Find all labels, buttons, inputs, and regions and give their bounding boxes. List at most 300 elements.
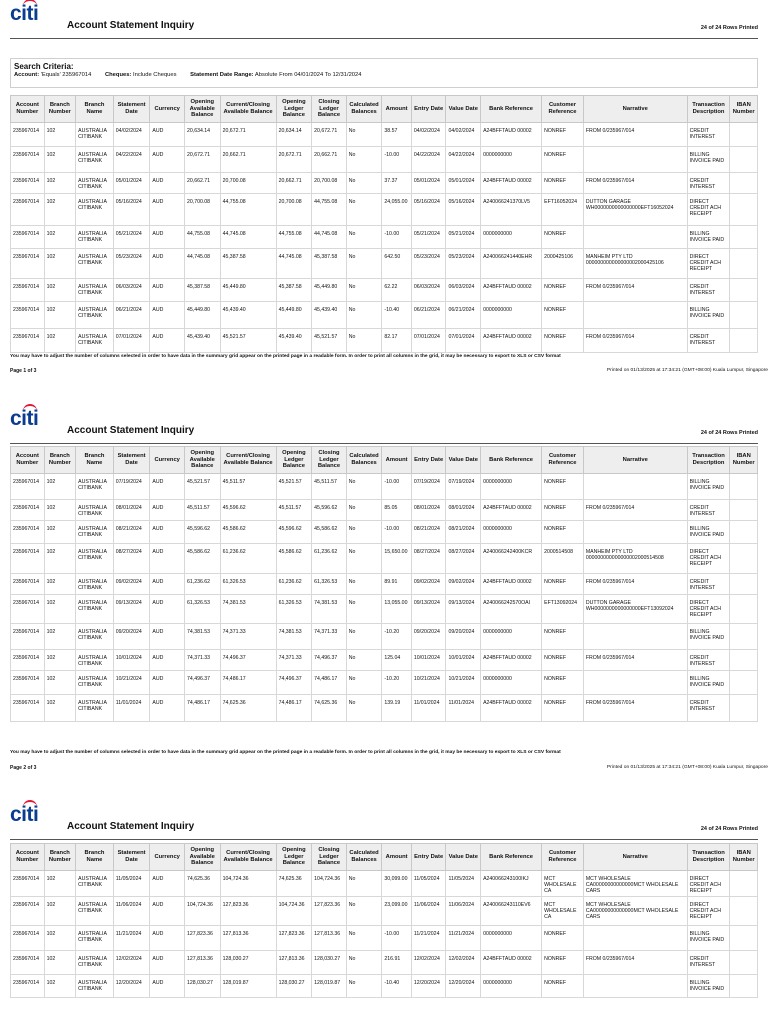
cell-account-number: 235967014 — [11, 226, 45, 249]
cell-closing-ledger-balance: 45,387.58 — [312, 249, 347, 279]
date-range-label: Statement Date Range: — [190, 72, 254, 78]
cell-closing-available-balance: 45,439.40 — [220, 302, 276, 329]
cell-opening-available-balance: 45,586.62 — [184, 544, 220, 574]
cell-customer-reference: 2000514508 — [542, 544, 584, 574]
cell-closing-available-balance: 104,724.36 — [220, 871, 276, 897]
cell-iban-number — [730, 147, 758, 173]
cell-calculated-balances: No — [346, 951, 382, 975]
cell-customer-reference: EFT16052024 — [542, 194, 584, 226]
cell-iban-number — [730, 521, 758, 544]
cell-closing-available-balance: 44,745.08 — [220, 226, 276, 249]
cell-closing-ledger-balance: 20,662.71 — [312, 147, 347, 173]
page-label: Page 2 of 3 — [10, 765, 37, 771]
cell-closing-available-balance: 45,586.62 — [220, 521, 276, 544]
cell-customer-reference: MCT WHOLESALE CA — [542, 897, 584, 926]
cell-entry-date: 05/21/2024 — [411, 226, 446, 249]
cell-account-number: 235967014 — [11, 147, 45, 173]
cell-closing-ledger-balance: 44,755.08 — [312, 194, 347, 226]
cell-transaction-description: BILLING INVOICE PAID — [687, 975, 730, 998]
cell-transaction-description: CREDIT INTEREST — [687, 951, 730, 975]
cell-narrative: FROM 0/235967/014 — [583, 574, 687, 595]
cell-branch-number: 102 — [44, 671, 76, 695]
rows-printed: 24 of 24 Rows Printed — [700, 25, 758, 31]
cell-closing-available-balance: 45,387.58 — [220, 249, 276, 279]
cell-branch-number: 102 — [44, 544, 76, 574]
citi-logo: citi — [10, 407, 38, 431]
grid-header-row — [11, 96, 758, 123]
cell-amount: 139.19 — [382, 695, 412, 722]
report-page-3 — [0, 801, 768, 1024]
column-header-opening-available-balance[interactable]: Opening Available Balance — [184, 447, 220, 474]
column-header-bank-reference[interactable]: Bank Reference — [481, 844, 542, 871]
column-header-statement-date[interactable]: Statement Date — [113, 96, 150, 123]
column-header-amount[interactable]: Amount — [382, 96, 412, 123]
column-header-calculated-balances[interactable]: Calculated Balances — [346, 447, 382, 474]
cell-entry-date: 08/27/2024 — [411, 544, 446, 574]
cell-value-date: 06/03/2024 — [446, 279, 481, 302]
cell-branch-name: AUSTRALIA CITIBANK — [76, 695, 114, 722]
table-row — [11, 173, 758, 194]
cell-transaction-description: BILLING INVOICE PAID — [687, 147, 730, 173]
cell-branch-number: 102 — [44, 329, 76, 353]
cell-branch-number: 102 — [44, 279, 76, 302]
cell-opening-available-balance: 45,387.58 — [184, 279, 220, 302]
cell-narrative — [583, 975, 687, 998]
cell-branch-name: AUSTRALIA CITIBANK — [76, 650, 114, 671]
cell-statement-date: 10/21/2024 — [113, 671, 150, 695]
column-header-iban-number[interactable]: IBAN Number — [730, 844, 758, 871]
search-criteria-box — [10, 58, 758, 88]
cell-amount: -10.20 — [382, 624, 412, 650]
cell-customer-reference: MCT WHOLESALE CA — [542, 871, 584, 897]
printed-on: Printed on 01/13/2025 at 17:34:21 (GMT+08:00) Kuala Lumpur, Singapore — [606, 368, 768, 373]
cell-narrative: DUTTON GARAGE WH0000000000000000EFT13092024 — [583, 595, 687, 624]
cell-branch-name: AUSTRALIA CITIBANK — [76, 871, 114, 897]
cell-statement-date: 12/20/2024 — [113, 975, 150, 998]
cell-calculated-balances: No — [346, 249, 382, 279]
cell-value-date: 05/16/2024 — [446, 194, 481, 226]
cell-value-date: 05/23/2024 — [446, 249, 481, 279]
cell-iban-number — [730, 173, 758, 194]
cell-transaction-description: DIRECT CREDIT ACH RECEIPT — [687, 595, 730, 624]
cell-opening-available-balance: 128,030.27 — [184, 975, 220, 998]
table-row — [11, 329, 758, 353]
export-note: You may have to adjust the number of columns selected in order to have data in the summary grid appear on the printed page in a readable form. In order to print all columns in the grid, it may be necessary to export to XLS or CSV format — [10, 354, 561, 359]
cell-value-date: 11/05/2024 — [446, 871, 481, 897]
cell-opening-ledger-balance: 20,672.71 — [276, 147, 312, 173]
column-header-statement-date[interactable]: Statement Date — [113, 844, 150, 871]
cell-calculated-balances: No — [346, 329, 382, 353]
cell-branch-number: 102 — [44, 194, 76, 226]
cell-branch-number: 102 — [44, 249, 76, 279]
cell-transaction-description: DIRECT CREDIT ACH RECEIPT — [687, 194, 730, 226]
cell-opening-available-balance: 74,625.36 — [184, 871, 220, 897]
cell-narrative — [583, 302, 687, 329]
cell-account-number: 235967014 — [11, 671, 45, 695]
column-header-currency[interactable]: Currency — [150, 447, 185, 474]
cell-opening-ledger-balance: 74,381.53 — [276, 624, 312, 650]
cell-account-number: 235967014 — [11, 650, 45, 671]
cell-customer-reference: NONREF — [542, 279, 584, 302]
cell-branch-name: AUSTRALIA CITIBANK — [76, 474, 114, 500]
cell-statement-date: 07/01/2024 — [113, 329, 150, 353]
cell-amount: -10.00 — [382, 926, 412, 951]
cell-currency: AUD — [150, 329, 185, 353]
cell-closing-ledger-balance: 128,019.87 — [312, 975, 347, 998]
column-header-opening-available-balance[interactable]: Opening Available Balance — [184, 96, 220, 123]
cell-transaction-description: DIRECT CREDIT ACH RECEIPT — [687, 871, 730, 897]
cell-statement-date: 06/21/2024 — [113, 302, 150, 329]
cell-opening-available-balance: 61,236.62 — [184, 574, 220, 595]
cell-opening-available-balance: 45,449.80 — [184, 302, 220, 329]
cell-amount: 125.04 — [382, 650, 412, 671]
cell-branch-number: 102 — [44, 951, 76, 975]
cell-bank-reference: A24BFFTAUD 00002 — [481, 500, 542, 521]
column-header-calculated-balances[interactable]: Calculated Balances — [346, 96, 382, 123]
cell-branch-name: AUSTRALIA CITIBANK — [76, 624, 114, 650]
cell-branch-number: 102 — [44, 624, 76, 650]
cell-narrative: FROM 0/235967/014 — [583, 279, 687, 302]
cell-amount: 89.91 — [382, 574, 412, 595]
cell-currency: AUD — [150, 926, 185, 951]
column-header-account-number[interactable]: Account Number — [11, 447, 45, 474]
table-row — [11, 595, 758, 624]
citi-logo: citi — [10, 803, 38, 827]
cell-statement-date: 11/21/2024 — [113, 926, 150, 951]
cell-bank-reference: 0000000000 — [481, 226, 542, 249]
column-header-closing-available-balance[interactable]: Current/Closing Available Balance — [220, 96, 276, 123]
cell-customer-reference: NONREF — [542, 671, 584, 695]
cell-branch-name: AUSTRALIA CITIBANK — [76, 279, 114, 302]
statement-grid-page-3 — [10, 843, 758, 998]
column-header-branch-number[interactable]: Branch Number — [44, 447, 76, 474]
cell-iban-number — [730, 975, 758, 998]
cell-customer-reference: NONREF — [542, 500, 584, 521]
cell-amount: 13,055.00 — [382, 595, 412, 624]
cell-bank-reference: 0000000000 — [481, 302, 542, 329]
column-header-narrative[interactable]: Narrative — [583, 447, 687, 474]
cell-branch-number: 102 — [44, 147, 76, 173]
column-header-closing-ledger-balance[interactable]: Closing Ledger Balance — [312, 96, 347, 123]
cell-statement-date: 04/22/2024 — [113, 147, 150, 173]
cell-narrative: FROM 0/235967/014 — [583, 500, 687, 521]
cell-closing-available-balance: 61,236.62 — [220, 544, 276, 574]
cell-statement-date: 12/02/2024 — [113, 951, 150, 975]
cell-narrative: FROM 0/235967/014 — [583, 173, 687, 194]
column-header-entry-date[interactable]: Entry Date — [411, 447, 446, 474]
cell-entry-date: 05/01/2024 — [411, 173, 446, 194]
cell-opening-available-balance: 45,521.57 — [184, 474, 220, 500]
cell-account-number: 235967014 — [11, 926, 45, 951]
cell-entry-date: 06/21/2024 — [411, 302, 446, 329]
cell-customer-reference: NONREF — [542, 173, 584, 194]
cell-branch-number: 102 — [44, 173, 76, 194]
column-header-branch-number[interactable]: Branch Number — [44, 96, 76, 123]
cell-closing-available-balance: 127,823.36 — [220, 897, 276, 926]
cell-currency: AUD — [150, 147, 185, 173]
cell-calculated-balances: No — [346, 173, 382, 194]
column-header-transaction-description[interactable]: Transaction Description — [687, 844, 730, 871]
cell-opening-ledger-balance: 45,521.57 — [276, 474, 312, 500]
column-header-narrative[interactable]: Narrative — [583, 96, 687, 123]
column-header-branch-number[interactable]: Branch Number — [44, 844, 76, 871]
cell-bank-reference: A240066242400KCR — [481, 544, 542, 574]
column-header-entry-date[interactable]: Entry Date — [411, 96, 446, 123]
report-page-1 — [0, 0, 768, 385]
cell-branch-name: AUSTRALIA CITIBANK — [76, 302, 114, 329]
cell-calculated-balances: No — [346, 544, 382, 574]
cell-amount: -10.00 — [382, 474, 412, 500]
cell-statement-date: 08/01/2024 — [113, 500, 150, 521]
column-header-entry-date[interactable]: Entry Date — [411, 844, 446, 871]
table-row — [11, 695, 758, 722]
cell-statement-date: 08/27/2024 — [113, 544, 150, 574]
cell-closing-available-balance: 20,672.71 — [220, 123, 276, 147]
cell-closing-available-balance: 45,596.62 — [220, 500, 276, 521]
column-header-account-number[interactable]: Account Number — [11, 844, 45, 871]
printed-on: Printed on 01/13/2025 at 17:34:21 (GMT+08:00) Kuala Lumpur, Singapore — [606, 765, 768, 770]
cell-bank-reference: 0000000000 — [481, 147, 542, 173]
cell-narrative — [583, 926, 687, 951]
cell-entry-date: 04/22/2024 — [411, 147, 446, 173]
cell-narrative: DUTTON GARAGE WH0000000000000000EFT16052024 — [583, 194, 687, 226]
cell-currency: AUD — [150, 595, 185, 624]
cell-entry-date: 08/21/2024 — [411, 521, 446, 544]
cell-account-number: 235967014 — [11, 695, 45, 722]
cell-closing-ledger-balance: 127,813.36 — [312, 926, 347, 951]
cell-statement-date: 07/19/2024 — [113, 474, 150, 500]
cell-opening-ledger-balance: 20,634.14 — [276, 123, 312, 147]
column-header-bank-reference[interactable]: Bank Reference — [481, 447, 542, 474]
cell-customer-reference: 2000425106 — [542, 249, 584, 279]
cell-closing-ledger-balance: 45,511.57 — [312, 474, 347, 500]
cell-opening-available-balance: 44,755.08 — [184, 226, 220, 249]
cell-value-date: 08/01/2024 — [446, 500, 481, 521]
column-header-opening-available-balance[interactable]: Opening Available Balance — [184, 844, 220, 871]
cell-entry-date: 11/05/2024 — [411, 871, 446, 897]
column-header-closing-ledger-balance[interactable]: Closing Ledger Balance — [312, 447, 347, 474]
column-header-customer-reference[interactable]: Customer Reference — [542, 844, 584, 871]
cell-branch-number: 102 — [44, 500, 76, 521]
report-title: Account Statement Inquiry — [67, 821, 195, 832]
column-header-currency[interactable]: Currency — [150, 844, 185, 871]
cell-currency: AUD — [150, 226, 185, 249]
cell-iban-number — [730, 871, 758, 897]
cell-branch-name: AUSTRALIA CITIBANK — [76, 671, 114, 695]
column-header-value-date[interactable]: Value Date — [446, 96, 481, 123]
cell-customer-reference: NONREF — [542, 624, 584, 650]
table-row — [11, 147, 758, 173]
column-header-transaction-description[interactable]: Transaction Description — [687, 96, 730, 123]
date-range-value: Absolute From 04/01/2024 To 12/31/2024 — [254, 72, 362, 78]
cell-iban-number — [730, 897, 758, 926]
column-header-account-number[interactable]: Account Number — [11, 96, 45, 123]
cell-amount: -10.40 — [382, 975, 412, 998]
cell-branch-name: AUSTRALIA CITIBANK — [76, 574, 114, 595]
cell-bank-reference: A24BFFTAUD 00002 — [481, 123, 542, 147]
cell-value-date: 09/13/2024 — [446, 595, 481, 624]
cell-statement-date: 05/01/2024 — [113, 173, 150, 194]
cell-iban-number — [730, 695, 758, 722]
cell-currency: AUD — [150, 975, 185, 998]
cell-iban-number — [730, 574, 758, 595]
cell-calculated-balances: No — [346, 871, 382, 897]
cell-entry-date: 07/19/2024 — [411, 474, 446, 500]
column-header-closing-ledger-balance[interactable]: Closing Ledger Balance — [312, 844, 347, 871]
cell-closing-ledger-balance: 74,371.33 — [312, 624, 347, 650]
cell-entry-date: 04/02/2024 — [411, 123, 446, 147]
column-header-transaction-description[interactable]: Transaction Description — [687, 447, 730, 474]
cell-opening-ledger-balance: 61,236.62 — [276, 574, 312, 595]
column-header-iban-number[interactable]: IBAN Number — [730, 447, 758, 474]
column-header-value-date[interactable]: Value Date — [446, 844, 481, 871]
column-header-opening-ledger-balance[interactable]: Opening Ledger Balance — [276, 96, 312, 123]
cell-closing-available-balance: 74,486.17 — [220, 671, 276, 695]
cell-calculated-balances: No — [346, 123, 382, 147]
table-row — [11, 302, 758, 329]
cell-opening-available-balance: 74,371.33 — [184, 650, 220, 671]
cell-bank-reference: A24BFFTAUD 00002 — [481, 650, 542, 671]
cell-account-number: 235967014 — [11, 123, 45, 147]
cell-branch-number: 102 — [44, 595, 76, 624]
cell-narrative: FROM 0/235967/014 — [583, 650, 687, 671]
column-header-currency[interactable]: Currency — [150, 96, 185, 123]
column-header-narrative[interactable]: Narrative — [583, 844, 687, 871]
cell-narrative — [583, 226, 687, 249]
cell-currency: AUD — [150, 897, 185, 926]
cell-value-date: 09/20/2024 — [446, 624, 481, 650]
cell-bank-reference: 0000000000 — [481, 624, 542, 650]
cell-narrative: MCT WHOLESALE CA00000000000000MCT WHOLESALE CARS — [583, 897, 687, 926]
column-header-amount[interactable]: Amount — [382, 447, 412, 474]
cell-closing-available-balance: 45,449.80 — [220, 279, 276, 302]
cell-bank-reference: A24BFFTAUD 00002 — [481, 279, 542, 302]
table-row — [11, 650, 758, 671]
cell-statement-date: 10/01/2024 — [113, 650, 150, 671]
column-header-closing-available-balance[interactable]: Current/Closing Available Balance — [220, 844, 276, 871]
cell-branch-name: AUSTRALIA CITIBANK — [76, 926, 114, 951]
cell-currency: AUD — [150, 521, 185, 544]
cell-currency: AUD — [150, 574, 185, 595]
cell-statement-date: 08/21/2024 — [113, 521, 150, 544]
cell-entry-date: 07/01/2024 — [411, 329, 446, 353]
cell-calculated-balances: No — [346, 897, 382, 926]
table-row — [11, 521, 758, 544]
rows-printed: 24 of 24 Rows Printed — [700, 430, 758, 436]
cell-opening-available-balance: 20,634.14 — [184, 123, 220, 147]
cell-closing-available-balance: 20,700.08 — [220, 173, 276, 194]
cell-amount: -10.00 — [382, 521, 412, 544]
column-header-amount[interactable]: Amount — [382, 844, 412, 871]
cell-entry-date: 05/23/2024 — [411, 249, 446, 279]
cell-closing-ledger-balance: 20,672.71 — [312, 123, 347, 147]
cell-narrative — [583, 147, 687, 173]
column-header-statement-date[interactable]: Statement Date — [113, 447, 150, 474]
cell-iban-number — [730, 279, 758, 302]
cell-branch-name: AUSTRALIA CITIBANK — [76, 194, 114, 226]
cell-transaction-description: DIRECT CREDIT ACH RECEIPT — [687, 897, 730, 926]
column-header-value-date[interactable]: Value Date — [446, 447, 481, 474]
cell-branch-name: AUSTRALIA CITIBANK — [76, 521, 114, 544]
cell-opening-ledger-balance: 127,823.36 — [276, 926, 312, 951]
cell-iban-number — [730, 926, 758, 951]
cell-opening-ledger-balance: 20,662.71 — [276, 173, 312, 194]
cell-branch-number: 102 — [44, 302, 76, 329]
cell-transaction-description: DIRECT CREDIT ACH RECEIPT — [687, 544, 730, 574]
cell-currency: AUD — [150, 249, 185, 279]
cell-value-date: 11/21/2024 — [446, 926, 481, 951]
cell-bank-reference: 0000000000 — [481, 671, 542, 695]
cell-currency: AUD — [150, 500, 185, 521]
cell-transaction-description: BILLING INVOICE PAID — [687, 302, 730, 329]
cell-closing-ledger-balance: 44,745.08 — [312, 226, 347, 249]
cell-entry-date: 10/01/2024 — [411, 650, 446, 671]
cell-iban-number — [730, 302, 758, 329]
cell-narrative: FROM 0/235967/014 — [583, 329, 687, 353]
column-header-customer-reference[interactable]: Customer Reference — [542, 96, 584, 123]
cell-opening-ledger-balance: 74,625.36 — [276, 871, 312, 897]
cell-transaction-description: BILLING INVOICE PAID — [687, 521, 730, 544]
cell-value-date: 06/21/2024 — [446, 302, 481, 329]
cell-iban-number — [730, 249, 758, 279]
column-header-calculated-balances[interactable]: Calculated Balances — [346, 844, 382, 871]
cell-opening-available-balance: 74,496.37 — [184, 671, 220, 695]
cell-transaction-description: BILLING INVOICE PAID — [687, 226, 730, 249]
cell-amount: -10.00 — [382, 226, 412, 249]
cell-closing-ledger-balance: 45,596.62 — [312, 500, 347, 521]
cell-statement-date: 09/13/2024 — [113, 595, 150, 624]
cell-opening-ledger-balance: 127,813.36 — [276, 951, 312, 975]
column-header-opening-ledger-balance[interactable]: Opening Ledger Balance — [276, 447, 312, 474]
column-header-closing-available-balance[interactable]: Current/Closing Available Balance — [220, 447, 276, 474]
column-header-bank-reference[interactable]: Bank Reference — [481, 96, 542, 123]
column-header-branch-name[interactable]: Branch Name — [76, 844, 114, 871]
column-header-branch-name[interactable]: Branch Name — [76, 96, 114, 123]
column-header-branch-name[interactable]: Branch Name — [76, 447, 114, 474]
column-header-customer-reference[interactable]: Customer Reference — [542, 447, 584, 474]
cell-bank-reference: A24BFFTAUD 00002 — [481, 951, 542, 975]
cell-entry-date: 09/02/2024 — [411, 574, 446, 595]
cell-transaction-description: CREDIT INTEREST — [687, 329, 730, 353]
cell-branch-name: AUSTRALIA CITIBANK — [76, 173, 114, 194]
cell-closing-available-balance: 127,813.36 — [220, 926, 276, 951]
cell-bank-reference: A240066241440EHR — [481, 249, 542, 279]
cell-opening-available-balance: 20,672.71 — [184, 147, 220, 173]
cheques-value: Include Cheques — [133, 72, 177, 78]
cell-branch-number: 102 — [44, 521, 76, 544]
cell-entry-date: 09/20/2024 — [411, 624, 446, 650]
cell-amount: -10.40 — [382, 302, 412, 329]
column-header-opening-ledger-balance[interactable]: Opening Ledger Balance — [276, 844, 312, 871]
cell-account-number: 235967014 — [11, 329, 45, 353]
cell-value-date: 10/01/2024 — [446, 650, 481, 671]
cell-calculated-balances: No — [346, 500, 382, 521]
table-row — [11, 123, 758, 147]
cell-transaction-description: CREDIT INTEREST — [687, 650, 730, 671]
column-header-iban-number[interactable]: IBAN Number — [730, 96, 758, 123]
cell-opening-ledger-balance: 45,586.62 — [276, 544, 312, 574]
cell-value-date: 05/01/2024 — [446, 173, 481, 194]
cell-narrative: MANHEIM PTY LTD 000000000000000002000425106 — [583, 249, 687, 279]
cell-amount: 23,099.00 — [382, 897, 412, 926]
report-header — [10, 405, 758, 444]
cell-opening-available-balance: 45,596.62 — [184, 521, 220, 544]
cell-calculated-balances: No — [346, 695, 382, 722]
cell-closing-available-balance: 45,511.57 — [220, 474, 276, 500]
cell-statement-date: 05/16/2024 — [113, 194, 150, 226]
cell-transaction-description: BILLING INVOICE PAID — [687, 474, 730, 500]
cell-entry-date: 12/20/2024 — [411, 975, 446, 998]
